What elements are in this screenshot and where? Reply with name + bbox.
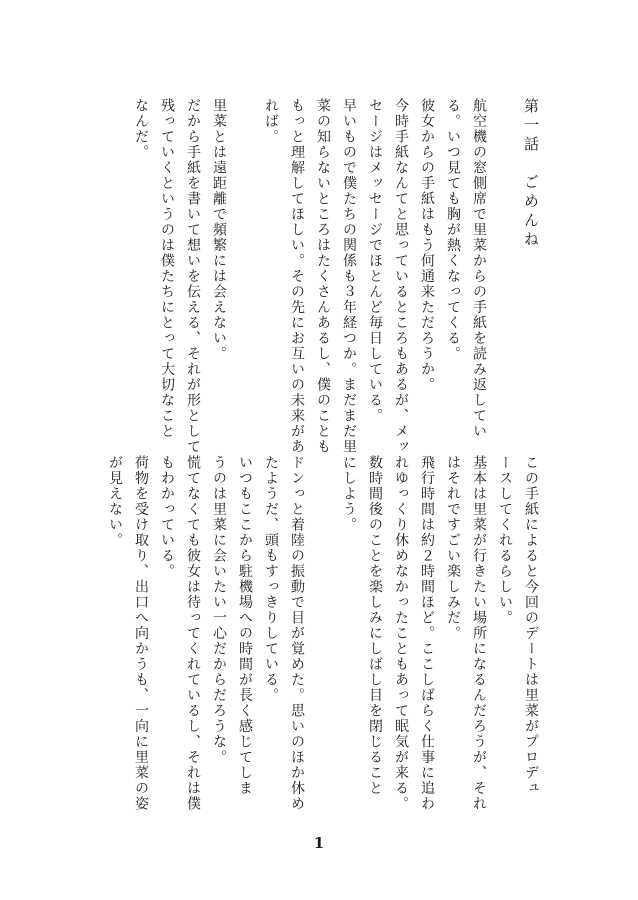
- lower-text-block: [102, 455, 544, 812]
- text-line: もっと理解してほしい。その先にお互いの未来があ: [289, 98, 305, 455]
- text-line: なんだ。: [133, 98, 149, 160]
- text-line: 荷物を受け取り、出口へ向かうも、一向に里菜の姿: [133, 455, 149, 812]
- text-line: 航空機の窓側席で里菜からの手紙を読み返してい: [471, 98, 487, 439]
- text-line: だから手紙を書いて想いを伝える、それが形として: [185, 98, 201, 455]
- text-line: ドンっと着陸の振動で目が覚めた。思いのほか休め: [289, 455, 305, 812]
- text-line: もわかっている。: [159, 455, 175, 579]
- page-number: 1: [313, 834, 325, 852]
- text-line: る。いつ見ても胸が熱くなってくる。: [445, 98, 461, 362]
- paragraph-gap: [310, 455, 336, 800]
- chapter-title: 第一話 ごめんね: [522, 98, 540, 250]
- text-line: この手紙によると今回のデートは里菜がプロデュ: [523, 455, 539, 796]
- text-line: 慌てなくても彼女は待ってくれているし、それは僕: [185, 455, 201, 812]
- title-gap: [492, 98, 518, 438]
- text-line: 里菜とは遠距離で頻繁には会えない。: [211, 98, 227, 362]
- text-line: うのは里菜に会いたい一心だからだろうな。: [211, 455, 227, 765]
- paragraph-gap: [232, 98, 258, 438]
- text-line: セージはメッセージでほとんど毎日している。: [367, 98, 383, 424]
- text-line: 彼女からの手紙はもう何通来ただろうか。: [419, 98, 435, 393]
- text-line: たようだ、頭もすっきりしている。: [263, 455, 279, 703]
- text-line: 早いもので僕たちの関係も３年経つか。まだまだ里: [341, 98, 357, 455]
- text-line: 残っていくというのは僕たちにとって大切なこと: [159, 98, 175, 439]
- text-line: ースしてくれるらしい。: [497, 455, 513, 626]
- text-line: 菜の知らないところはたくさんあるし、僕のことも: [315, 98, 331, 455]
- text-line: いつもここから駐機場への時間が長く感じてしま: [237, 455, 253, 796]
- text-line: 今時手紙なんてと思っているところもあるが、メッ: [393, 98, 409, 455]
- text-line: 基本は里菜が行きたい場所になるんだろうが、それ: [471, 455, 487, 812]
- text-line: れゆっくり休めなかったこともあって眠気が来る。: [393, 455, 409, 812]
- text-line: にしよう。: [341, 455, 357, 533]
- text-line: 飛行時間は約２時間ほど。ここしばらく仕事に追わ: [419, 455, 435, 812]
- text-line: 数時間後のことを楽しみにしばし目を閉じること: [367, 455, 383, 796]
- upper-text-block: [128, 98, 544, 455]
- text-line: が見えない。: [107, 455, 123, 548]
- text-line: はそれですごい楽しみだ。: [445, 455, 461, 641]
- text-line: れば。: [263, 98, 279, 145]
